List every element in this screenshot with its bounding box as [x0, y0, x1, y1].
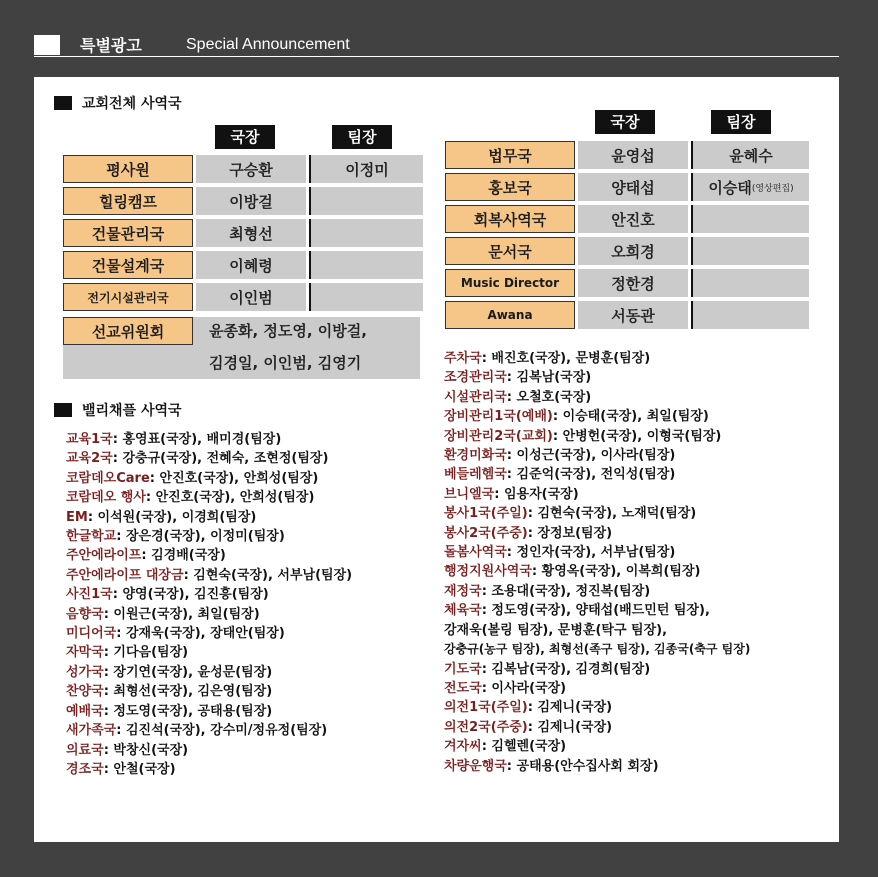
- leader-cell: 이승태 (영상편집): [691, 173, 809, 201]
- leader-cell: 이정미: [309, 155, 423, 183]
- list-item: 봉사2국(주중): 장정보(팀장): [444, 525, 613, 541]
- list-item: 예배국: 정도영(국장), 공태용(팀장): [66, 703, 273, 719]
- list-item: 코람데오Care: 안진호(국장), 안희성(팀장): [66, 470, 319, 486]
- list-item: 겨자씨: 김헬렌(국장): [444, 739, 567, 755]
- list-item: 재정국: 조용대(국장), 정진복(팀장): [444, 583, 651, 599]
- list-item: 체육국: 정도영(국장), 양태섭(배드민턴 팀장),: [444, 603, 710, 619]
- leader-cell: [309, 283, 423, 311]
- leader-cell: [309, 187, 423, 215]
- list-item: 의전2국(주중): 김제니(국장): [444, 719, 613, 735]
- list-item: 조경관리국: 김복남(국장): [444, 370, 592, 386]
- table-row: [445, 237, 809, 265]
- church-wide-section-title: 교회전체 사역국: [54, 93, 182, 113]
- leader-cell: [691, 301, 809, 329]
- director-cell: 이방걸: [196, 187, 306, 215]
- list-item: 돌봄사역국: 정인자(국장), 서부남(팀장): [444, 545, 676, 561]
- dept-cell: 법무국: [445, 141, 575, 169]
- director-cell: 최형선: [196, 219, 306, 247]
- list-item: 장비관리1국(예배): 이승태(국장), 최일(팀장): [444, 409, 709, 425]
- leader-cell: [691, 205, 809, 233]
- table-row: [63, 219, 423, 247]
- dept-cell: 힐링캠프: [63, 187, 193, 215]
- dept-cell: 회복사역국: [445, 205, 575, 233]
- dept-cell: Awana: [445, 301, 575, 329]
- leader-cell: 윤혜수: [691, 141, 809, 169]
- list-item: 시설관리국: 오철호(국장): [444, 389, 592, 405]
- list-item: 주차국: 배진호(국장), 문병훈(팀장): [444, 351, 651, 366]
- dept-cell: 건물설계국: [63, 251, 193, 279]
- table-row: [63, 187, 423, 215]
- list-item: 주안에라이프: 김경배(국장): [66, 548, 226, 564]
- list-item: 주안에라이프 대장금: 김현숙(국장), 서부남(팀장): [66, 567, 353, 583]
- list-item: 행정지원사역국: 황영옥(국장), 이복희(팀장): [444, 564, 701, 580]
- director-cell: 구승환: [196, 155, 306, 183]
- dept-cell: 건물관리국: [63, 219, 193, 247]
- director-cell: 양태섭: [578, 173, 688, 201]
- table-row: [445, 205, 809, 233]
- list-item: 의료국: 박창신(국장): [66, 742, 189, 758]
- department-table: [445, 141, 806, 329]
- header-square-icon: [34, 35, 60, 55]
- list-item: 미디어국: 강재욱(국장), 장태안(팀장): [66, 626, 285, 642]
- list-item: 전도국: 이사라(국장): [444, 680, 567, 696]
- director-cell: 이인범: [196, 283, 306, 311]
- dept-cell: 전기시설관리국: [63, 283, 193, 311]
- list-item: 차량운행국: 공태용(안수집사회 회장): [444, 758, 659, 774]
- list-item: 새가족국: 김진석(국장), 강수미/정유정(팀장): [66, 723, 328, 739]
- list-item: 코람데오 행사: 안진호(국장), 안희성(팀장): [66, 490, 315, 506]
- square-bullet-icon: [54, 403, 72, 417]
- dept-cell: Music Director: [445, 269, 575, 297]
- leader-cell: [691, 269, 809, 297]
- list-item: 찬양국: 최형선(국장), 김은영(팀장): [66, 684, 273, 700]
- director-cell: 정한경: [578, 269, 688, 297]
- list-item: 음향국: 이원근(국장), 최일(팀장): [66, 606, 260, 622]
- right-leader-header: 팀장: [711, 110, 771, 134]
- director-cell: 이혜령: [196, 251, 306, 279]
- list-item: 경조국: 안철(국장): [66, 761, 176, 777]
- list-item: 기도국: 김복남(국장), 김경희(팀장): [444, 661, 651, 677]
- dept-cell: 홍보국: [445, 173, 575, 201]
- right-director-header: 국장: [595, 110, 655, 134]
- table-row: [445, 141, 809, 169]
- list-item: 의전1국(주일): 김제니(국장): [444, 700, 613, 716]
- list-item: 강재욱(볼링 팀장), 문병훈(탁구 팀장),: [444, 622, 668, 638]
- list-item: 자막국: 기다음(팀장): [66, 645, 189, 661]
- table-row: [63, 283, 423, 311]
- list-item: 교육1국: 홍영표(국장), 배미경(팀장): [66, 432, 282, 447]
- list-item: 베들레헴국: 김준억(국장), 전익성(팀장): [444, 467, 676, 483]
- list-item: 봉사1국(주일): 김현숙(국장), 노재덕(팀장): [444, 506, 697, 522]
- list-item: 한글학교: 장은경(국장), 이정미(팀장): [66, 529, 285, 545]
- director-cell: 안진호: [578, 205, 688, 233]
- table-row: [445, 173, 809, 201]
- list-item: 교육2국: 강충규(국장), 전혜숙, 조현정(팀장): [66, 451, 329, 467]
- director-cell: 서동관: [578, 301, 688, 329]
- leader-cell: [691, 237, 809, 265]
- list-item: 브니엘국: 임용자(국장): [444, 486, 579, 502]
- dept-cell: 평사원: [63, 155, 193, 183]
- missions-committee-block: [63, 317, 420, 379]
- church-wide-table: [63, 155, 420, 311]
- ministry-list-right: [444, 349, 750, 776]
- table-row: [445, 301, 809, 329]
- list-item: 성가국: 장기연(국장), 윤성문(팀장): [66, 664, 273, 680]
- header-title: 특별광고: [80, 36, 142, 55]
- director-cell: 윤영섭: [578, 141, 688, 169]
- valley-chapel-section-title: 밸리채플 사역국: [54, 400, 182, 420]
- announcement-panel: [34, 77, 839, 842]
- list-item: 강충규(농구 팀장), 최형선(족구 팀장), 김종국(축구 팀장): [444, 642, 751, 657]
- header-divider: [34, 56, 839, 57]
- left-leader-header: 팀장: [332, 125, 392, 149]
- list-item: 사진1국: 양영(국장), 김진흥(팀장): [66, 587, 269, 603]
- table-row: [63, 155, 423, 183]
- left-director-header: 국장: [215, 125, 275, 149]
- header-subtitle: Special Announcement: [186, 36, 350, 53]
- missions-members-line2: 김경일, 이인범, 김영기: [209, 354, 362, 372]
- missions-dept-cell: 선교위원회: [63, 317, 193, 345]
- table-row: [63, 251, 423, 279]
- square-bullet-icon: [54, 96, 72, 110]
- leader-cell: [309, 219, 423, 247]
- list-item: 환경미화국: 이성근(국장), 이사라(팀장): [444, 448, 676, 464]
- list-item: 장비관리2국(교회): 안병헌(국장), 이형국(팀장): [444, 428, 722, 444]
- valley-ministry-list: [66, 430, 352, 779]
- leader-cell: [309, 251, 423, 279]
- dept-cell: 문서국: [445, 237, 575, 265]
- director-cell: 오희경: [578, 237, 688, 265]
- missions-members-line1: 윤종화, 정도영, 이방걸,: [209, 322, 367, 340]
- list-item: EM: 이석원(국장), 이경희(팀장): [66, 509, 257, 525]
- table-row: [445, 269, 809, 297]
